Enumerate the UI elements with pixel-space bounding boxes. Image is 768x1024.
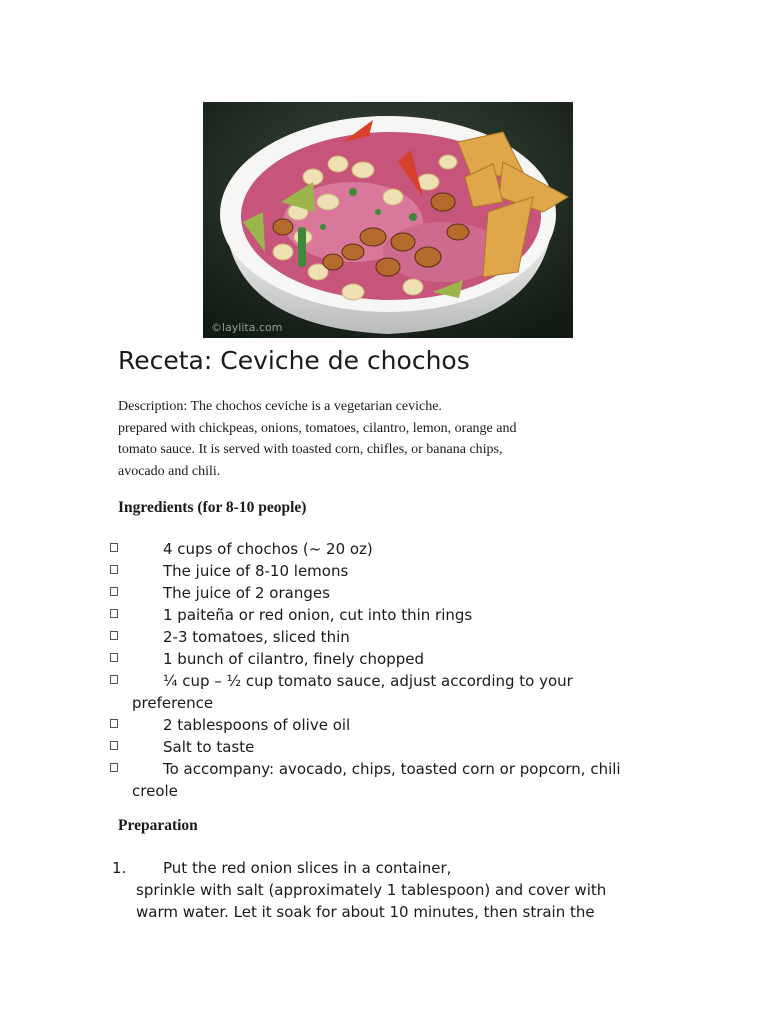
checkbox-bullet-icon <box>110 587 118 596</box>
step-number: 1. <box>112 859 127 877</box>
description-line: avocado and chili. <box>118 463 221 479</box>
list-item <box>108 626 648 648</box>
ingredient-text: 1 paiteña or red onion, cut into thin rings <box>163 606 473 624</box>
step-line: warm water. Let it soak for about 10 minutes, then strain the <box>136 903 595 921</box>
checkbox-bullet-icon <box>110 719 118 728</box>
ingredients-heading: Ingredients (for 8-10 people) <box>118 499 307 516</box>
ingredient-text: The juice of 2 oranges <box>163 584 330 602</box>
ingredient-text: 2 tablespoons of olive oil <box>163 716 351 734</box>
list-item <box>108 648 648 670</box>
checkbox-bullet-icon <box>110 763 118 772</box>
checkbox-bullet-icon <box>110 631 118 640</box>
step-item <box>112 857 632 923</box>
checkbox-bullet-icon <box>110 609 118 618</box>
preparation-heading: Preparation <box>118 817 198 834</box>
step-line: sprinkle with salt (approximately 1 tablespoon) and cover with <box>136 881 607 899</box>
description-line: tomato sauce. It is served with toasted corn, chifles, or banana chips, <box>118 442 503 457</box>
ingredient-text: 4 cups of chochos (~ 20 oz) <box>163 540 373 558</box>
list-item <box>108 736 648 758</box>
list-item <box>108 670 648 714</box>
image-watermark: ©laylita.com <box>211 321 283 334</box>
checkbox-bullet-icon <box>110 543 118 552</box>
list-item <box>108 758 648 802</box>
recipe-photo <box>203 102 573 338</box>
step-line: Put the red onion slices in a container, <box>163 859 452 877</box>
ingredients-list <box>108 538 648 802</box>
checkbox-bullet-icon <box>110 565 118 574</box>
ceviche-bowl-image <box>203 102 573 338</box>
page-title: Receta: Ceviche de chochos <box>118 346 470 375</box>
ingredient-text: To accompany: avocado, chips, toasted corn or popcorn, chili creole <box>132 760 621 800</box>
list-item <box>108 538 648 560</box>
list-item <box>108 604 648 626</box>
preparation-steps <box>112 857 632 923</box>
description-line: Description: The chochos ceviche is a vegetarian ceviche. <box>118 399 442 414</box>
checkbox-bullet-icon <box>110 653 118 662</box>
ingredient-text: ¼ cup – ½ cup tomato sauce, adjust according to your preference <box>132 672 573 712</box>
list-item <box>108 582 648 604</box>
checkbox-bullet-icon <box>110 741 118 750</box>
ingredient-text: Salt to taste <box>163 738 255 756</box>
ingredient-text: 2-3 tomatoes, sliced thin <box>163 628 350 646</box>
list-item <box>108 560 648 582</box>
ingredient-text: The juice of 8-10 lemons <box>163 562 349 580</box>
recipe-description <box>118 396 578 482</box>
list-item <box>108 714 648 736</box>
description-line: prepared with chickpeas, onions, tomatoes, cilantro, lemon, orange and <box>118 420 517 436</box>
checkbox-bullet-icon <box>110 675 118 684</box>
ingredient-text: 1 bunch of cilantro, finely chopped <box>163 650 425 668</box>
